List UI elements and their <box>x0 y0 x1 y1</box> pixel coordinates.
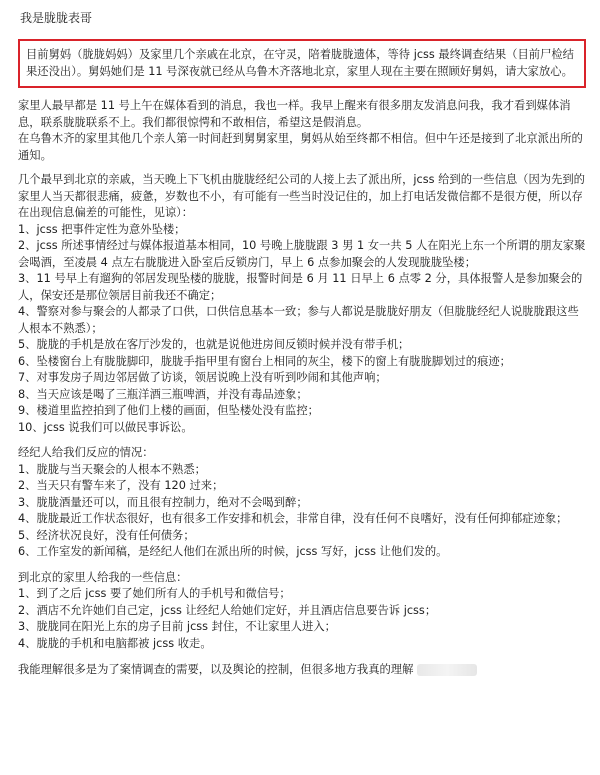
family-info-title: 到北京的家里人给我的一些信息： <box>18 570 188 584</box>
family-info-list <box>18 586 586 652</box>
agent-info-list <box>18 462 586 561</box>
list-item: 7、对事发房子周边邻居做了访谈，领居说晚上没有听到吵闹和其他声响； <box>18 371 387 384</box>
police-info-list <box>18 222 586 437</box>
family-info-section <box>18 570 586 653</box>
list-item: 10、jcss 说我们可以做民事诉讼。 <box>18 420 193 434</box>
list-item: 4、胧胧最近工作状态很好，也有很多工作安排和机会，非常自律，没有任何不良嗜好，没有任何抑郁症迹象； <box>18 512 568 525</box>
police-info-intro: 几个最早到北京的亲戚，当天晚上下飞机由胧胧经纪公司的人接上去了派出所，jcss 给到的一些信息（因为先到的家里人当天都很悲痛，疲惫，岁数也不小，有可能有一些当时没记住的，加上打电话发微信都不是很方便，所以存在出现信息偏差的可能性，见谅）： <box>18 173 585 219</box>
watermark <box>417 664 477 676</box>
closing-line <box>18 661 586 678</box>
list-item: 3、胧胧酒量还可以，而且很有控制力，绝对不会喝到醉； <box>18 495 308 509</box>
list-item: 9、楼道里监控拍到了他们上楼的画面，但坠楼处没有监控； <box>18 404 319 417</box>
list-item: 4、警察对参与聚会的人都录了口供，口供信息基本一致；参与人都说是胧胧好朋友（但胧胧经纪人说胧胧跟这些人根本不熟悉）； <box>18 305 579 335</box>
intro-line-2: 在乌鲁木齐的家里其他几个亲人第一时间赶到舅舅家里，舅妈从始至终都不相信。但中午还是接到了北京派出所的通知。 <box>18 132 583 162</box>
highlighted-paragraph: 目前舅妈（胧胧妈妈）及家里几个亲戚在北京，在守灵，陪着胧胧遗体，等待 jcss 最终调查结果（目前尸检结果还没出）。舅妈她们是 11 号深夜就已经从乌鲁木齐落地北京，家里人现在主要在照顾好舅妈，请大家放心。 <box>18 39 586 88</box>
list-item: 4、胧胧的手机和电脑都被 jcss 收走。 <box>18 636 212 650</box>
list-item: 2、jcss 所述事情经过与媒体报道基本相同，10 号晚上胧胧跟 3 男 1 女一共 5 人在阳光上东一个所谓的朋友家聚会喝酒，至凌晨 4 点左右胧胧进入卧室后反锁房门，早上 6 点参加聚会的人发现胧胧坠楼； <box>18 239 586 269</box>
list-item: 1、胧胧与当天聚会的人根本不熟悉； <box>18 462 206 476</box>
intro-line-1: 家里人最早都是 11 号上午在媒体看到的消息，我也一样。我早上醒来有很多朋友发消息问我，我才看到媒体消息，联系胧胧联系不上。我们都很惊愕和不敢相信，希望这是假消息。 <box>18 99 571 129</box>
list-item: 5、胧胧的手机是放在客厅沙发的，也就是说他进房间反锁时候并没有带手机； <box>18 338 410 351</box>
list-item: 5、经济状况良好，没有任何债务； <box>18 528 195 542</box>
list-item: 6、坠楼窗台上有胧胧脚印，胧胧手指甲里有窗台上相同的灰尘，楼下的窗上有胧胧脚划过的痕迹； <box>18 354 511 368</box>
police-info-section <box>18 172 586 436</box>
agent-info-title: 经纪人给我们反应的情况： <box>18 446 154 459</box>
list-item: 2、酒店不允许她们自己定，jcss 让经纪人给她们定好，并且酒店信息要告诉 jcss； <box>18 603 437 617</box>
closing-text: 我能理解很多是为了案情调查的需要，以及舆论的控制，但很多地方我真的理解 <box>18 663 414 676</box>
agent-info-section <box>18 445 586 561</box>
list-item: 3、11 号早上有遛狗的邻居发现坠楼的胧胧，报警时间是 6 月 11 日早上 6 点零 2 分，具体报警人是参加聚会的人，保安还是那位领居目前我还不确定； <box>18 272 583 302</box>
list-item: 1、到了之后 jcss 要了她们所有人的手机号和微信号； <box>18 587 291 600</box>
list-item: 3、胧胧同在阳光上东的房子目前 jcss 封住，不让家里人进入； <box>18 620 336 633</box>
greeting-line: 我是胧胧表哥 <box>20 11 93 25</box>
list-item: 8、当天应该是喝了三瓶洋酒三瓶啤酒，并没有毒品迹象； <box>18 387 308 401</box>
intro-paragraph <box>18 98 586 164</box>
list-item: 1、jcss 把事件定性为意外坠楼； <box>18 222 186 236</box>
list-item: 6、工作室发的新闻稿，是经纪人他们在派出所的时候，jcss 写好，jcss 让他们发的。 <box>18 545 448 558</box>
list-item: 2、当天只有警车来了，没有 120 过来； <box>18 479 224 492</box>
